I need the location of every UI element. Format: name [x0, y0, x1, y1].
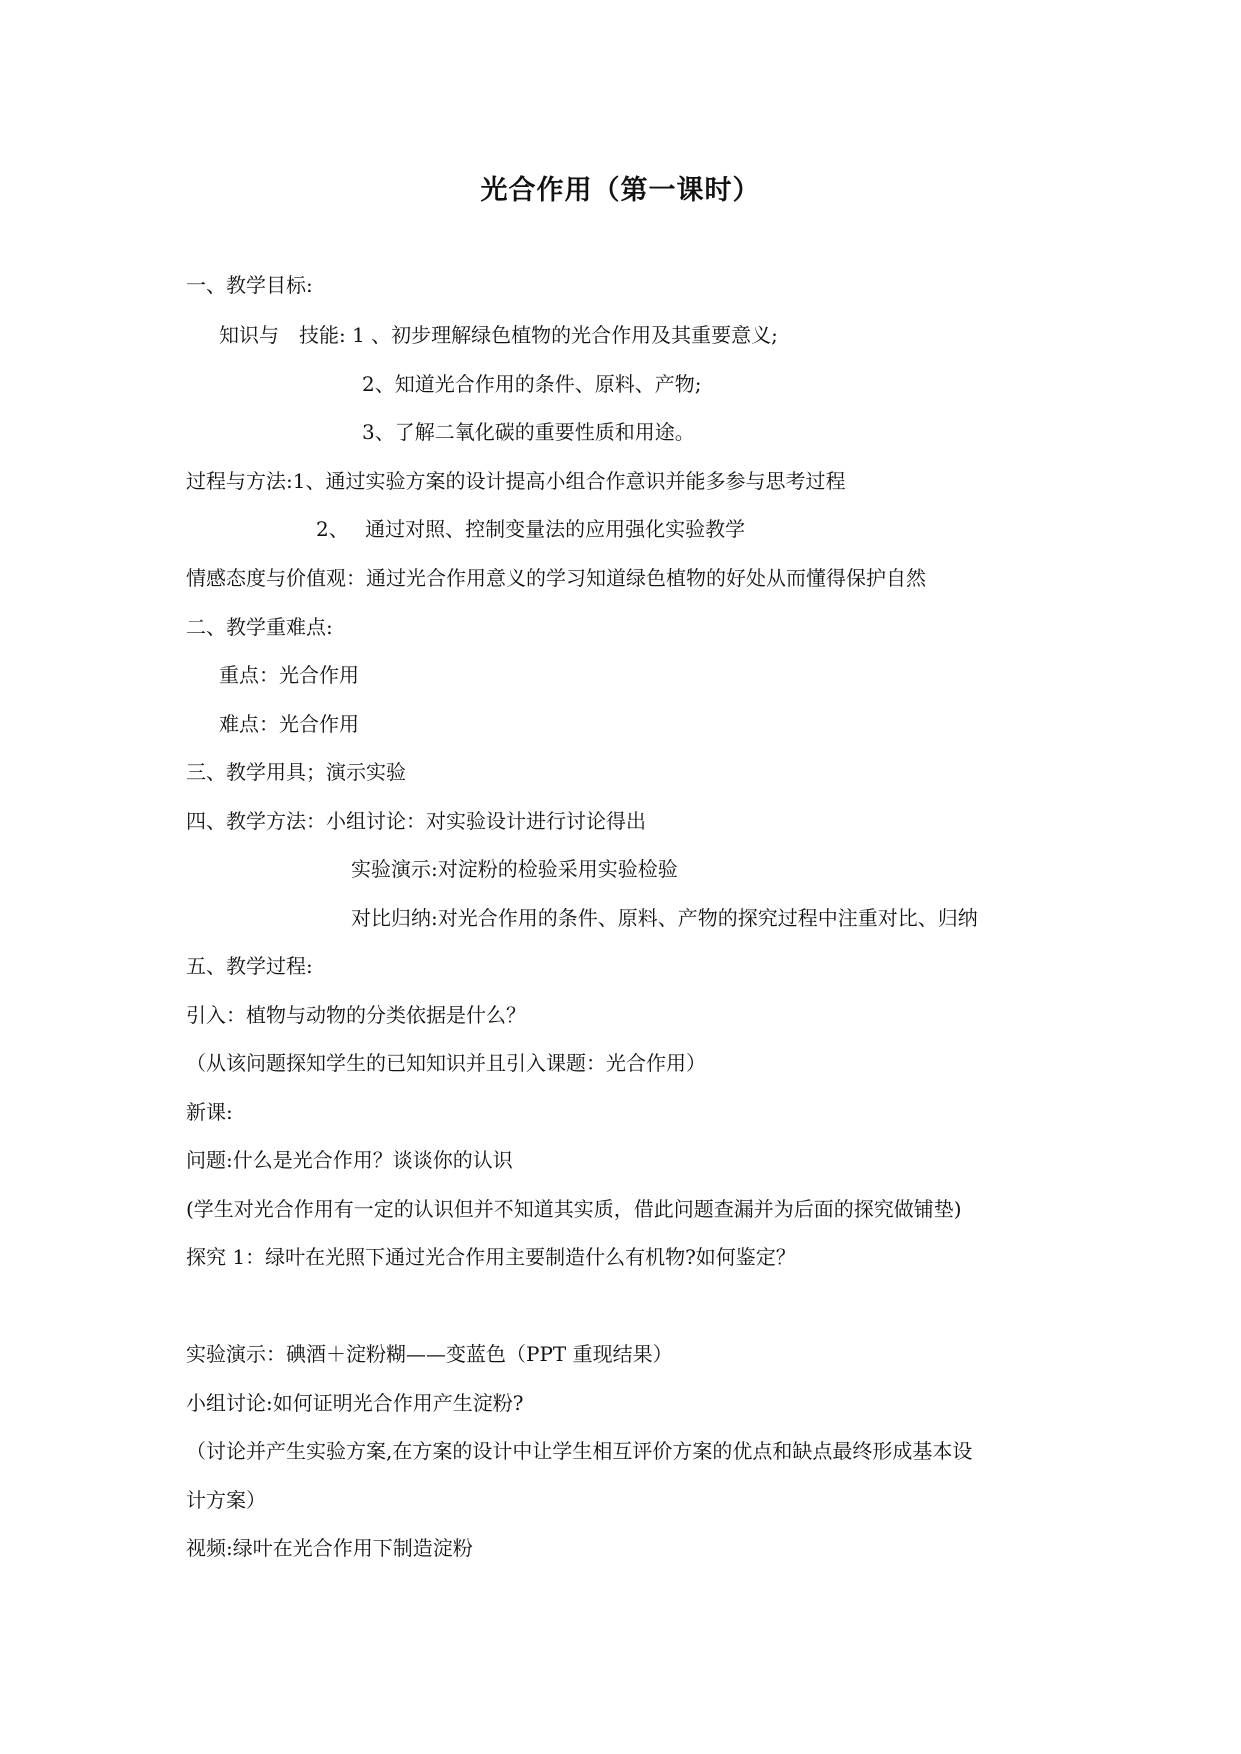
- section-heading-methods: 四、教学方法：小组讨论：对实验设计进行讨论得出: [186, 809, 646, 833]
- objective-process-2: 2、 通过对照、控制变量法的应用强化实验教学: [316, 517, 746, 541]
- process-introduction: 引入：植物与动物的分类依据是什么？: [186, 1003, 526, 1027]
- process-introduction-note: （从该问题探知学生的已知知识并且引入课题：光合作用）: [186, 1051, 706, 1075]
- objective-knowledge-2: 2、知道光合作用的条件、原料、产物;: [362, 372, 702, 396]
- difficult-point: 难点：光合作用: [219, 712, 359, 736]
- section-heading-objectives: 一、教学目标:: [186, 273, 313, 297]
- objective-emotion: 情感态度与价值观：通过光合作用意义的学习知道绿色植物的好处从而懂得保护自然: [186, 566, 926, 590]
- objective-knowledge-3: 3、了解二氧化碳的重要性质和用途。: [362, 420, 695, 444]
- process-discussion-note-2: 计方案）: [186, 1488, 266, 1512]
- section-heading-key-points: 二、教学重难点:: [186, 615, 333, 639]
- process-question: 问题:什么是光合作用？谈谈你的认识: [186, 1148, 513, 1172]
- process-new-lesson: 新课:: [186, 1100, 233, 1124]
- objective-process-1: 过程与方法:1、通过实验方案的设计提高小组合作意识并能多参与思考过程: [186, 469, 846, 493]
- section-heading-tools: 三、教学用具；演示实验: [186, 760, 406, 784]
- process-question-note: (学生对光合作用有一定的认识但并不知道其实质，借此问题查漏并为后面的探究做铺垫): [186, 1197, 962, 1221]
- objective-knowledge-1: 知识与 技能: 1 、初步理解绿色植物的光合作用及其重要意义;: [219, 323, 778, 347]
- method-demonstration: 实验演示:对淀粉的检验采用实验检验: [351, 857, 678, 881]
- process-group-discussion: 小组讨论:如何证明光合作用产生淀粉?: [186, 1391, 524, 1415]
- process-discussion-note-1: （讨论并产生实验方案,在方案的设计中让学生相互评价方案的优点和缺点最终形成基本设: [186, 1439, 973, 1463]
- document-title: 光合作用（第一课时）: [480, 175, 761, 206]
- section-heading-process: 五、教学过程:: [186, 954, 313, 978]
- method-comparison: 对比归纳:对光合作用的条件、原料、产物的探究过程中注重对比、归纳: [351, 906, 978, 930]
- process-experiment-demo: 实验演示：碘酒＋淀粉糊——变蓝色（PPT 重现结果）: [186, 1342, 673, 1366]
- process-video: 视频:绿叶在光合作用下制造淀粉: [186, 1536, 473, 1560]
- key-point: 重点：光合作用: [219, 663, 359, 687]
- process-inquiry-1: 探究 1：绿叶在光照下通过光合作用主要制造什么有机物?如何鉴定？: [186, 1245, 796, 1269]
